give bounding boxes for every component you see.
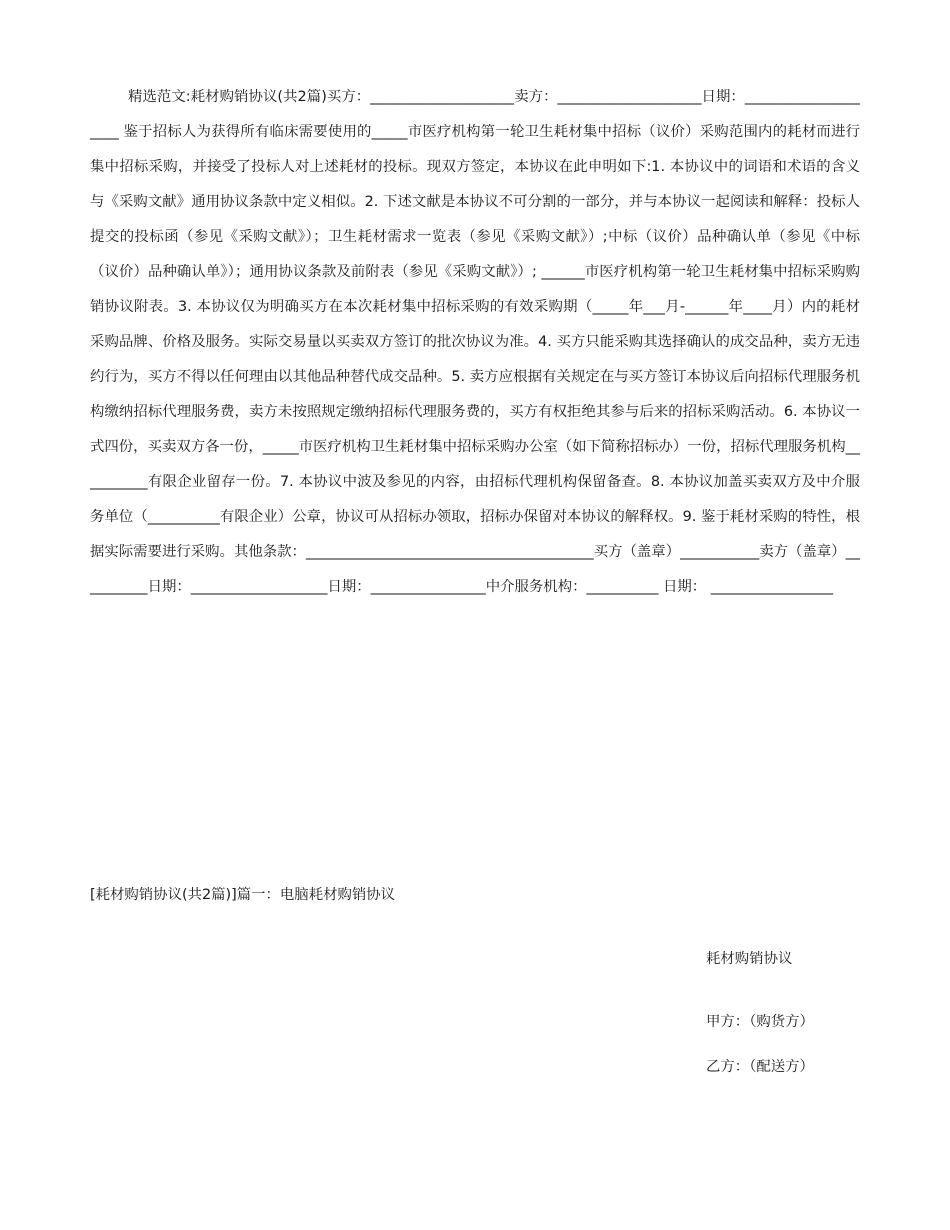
contract-title: 耗材购销协议	[706, 951, 793, 967]
party-b-line: 乙方：（配送方）	[706, 1059, 814, 1075]
body-paragraph: 精选范文:耗材购销协议(共2篇)买方：____________________卖方：____________________日期：____________________ 鉴于招标人为获得所有临床需要使用的_____市医疗机构第一轮卫生耗材集中招标（议价）采购范围内的耗材而进行集中招标采购，并接受了投标人对上述耗材的投标。现双方签定，本协议在此申明如下:1. 本协议中的词语和术语的含义与《采购文献》通用协议条款中定义相似。2. 下述文献是本协议不可分割的一部分，并与本协议一起阅读和解释：投标人提交的投标函（参见《采购文献》）；卫生耗材需求一览表（参见《采购文献》）;中标（议价）品种确认单（参见《中标（议价）品种确认单》）；通用协议条款及前附表（参见《采购文献》）; ______市医疗机构第一轮卫生耗材集中招标采购购销协议附表。3. 本协议仅为明确买方在本次耗材集中招标采购的有效采购期（_____年___月-______年____月）内的耗材采购品牌、价格及服务。实际交易量以买卖双方签订的批次协议为准。4. 买方只能采购其选择确认的成交品种，卖方无违约行为，买方不得以任何理由以其他品种替代成交品种。5. 卖方应根据有关规定在与买方签订本协议后向招标代理服务机构缴纳招标代理服务费，卖方未按照规定缴纳招标代理服务费的，买方有权拒绝其参与后来的招标采购活动。6. 本协议一式四份，买卖双方各一份，_____市医疗机构卫生耗材集中招标采购办公室（如下简称招标办）一份，招标代理服务机构__________有限企业留存一份。7. 本协议中波及参见的内容，由招标代理机构保留备查。8. 本协议加盖买卖双方及中介服务单位（__________有限企业）公章，协议可从招标办领取，招标办保留对本协议的解释权。9. 鉴于耗材采购的特性，根据实际需要进行采购。其他条款：________________________________________买方（盖章）___________卖方（盖章）__________日期：___________________日期：________________中介服务机构：__________ 日期： _________________	[90, 89, 860, 595]
party-a-line: 甲方：（购货方）	[706, 1014, 814, 1030]
section-heading: [耗材购销协议(共2篇)]篇一：电脑耗材购销协议	[90, 887, 396, 903]
